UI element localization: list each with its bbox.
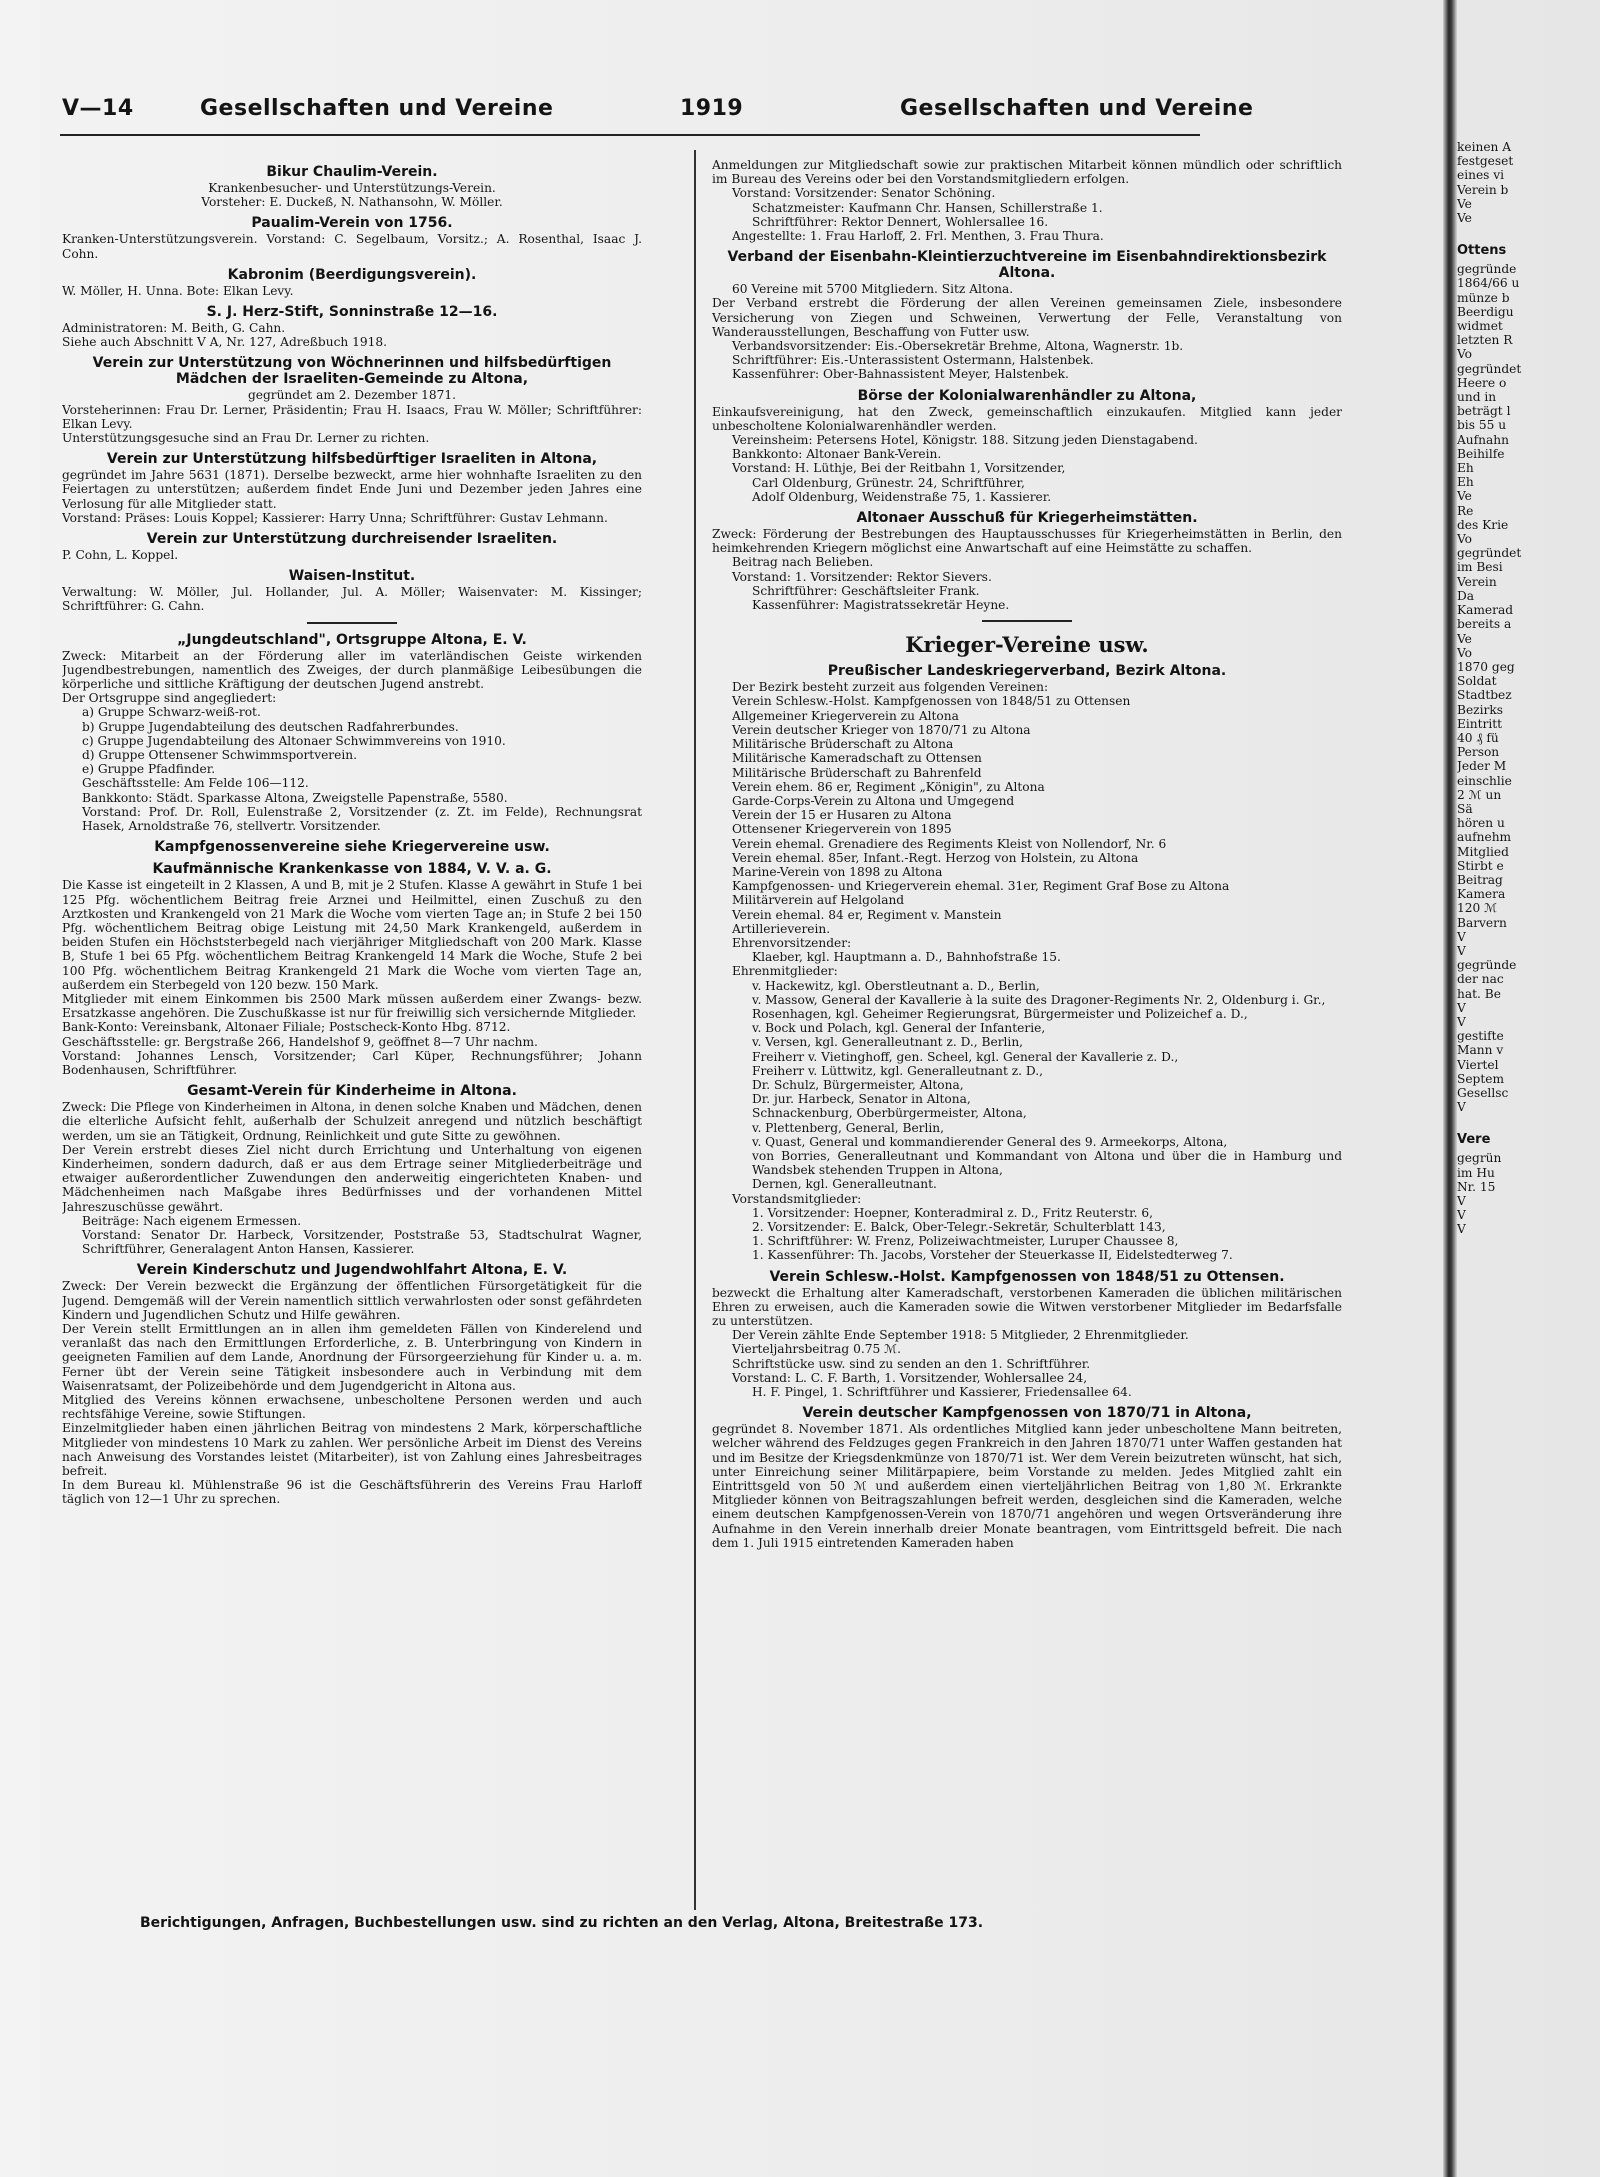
indented-line: Vorstand: Senator Dr. Harbeck, Vorsitzender, Poststraße 53, Stadtschulrat Wagner, Schriftführer, Generalagent Anton Hansen, Kassierer. — [82, 1227, 642, 1257]
paragraph: W. Möller, H. Unna. Bote: Elkan Levy. — [62, 283, 294, 298]
entry-heading: Preußischer Landeskriegerverband, Bezirk Altona. — [827, 663, 1227, 680]
paragraph: Vorstand: Präses: Louis Koppel; Kassierer: Harry Unna; Schriftführer: Gustav Lehmann. — [62, 510, 608, 525]
paragraph: Siehe auch Abschnitt V A, Nr. 127, Adreßbuch 1918. — [62, 335, 388, 350]
fragment-line: letzten R — [1457, 333, 1513, 348]
paragraph: Kranken-Unterstützungsverein. Vorstand: C. Segelbaum, Vorsitz.; A. Rosenthal, Isaac J. Cohn. — [62, 232, 642, 261]
paragraph: Administratoren: M. Beith, G. Cahn. — [62, 321, 286, 336]
fragment-heading: Ottens — [1457, 243, 1507, 259]
paragraph: Der Ortsgruppe sind angegliedert: — [62, 691, 277, 706]
fragment-line: bis 55 u — [1457, 418, 1507, 433]
fragment-line: Stirbt e — [1457, 858, 1504, 873]
indented-line: Bankkonto: Städt. Sparkasse Altona, Zweigstelle Papenstraße, 5580. — [82, 790, 508, 805]
fragment-line: im Besi — [1457, 560, 1503, 575]
entry-heading: Altonaer Ausschuß für Kriegerheimstätten. — [856, 510, 1198, 527]
fragment-line: aufnehm — [1457, 830, 1512, 845]
indented-line: v. Versen, kgl. Generalleutnant z. D., Berlin, — [752, 1035, 1024, 1050]
indented-line: Militärische Kameradschaft zu Ottensen — [732, 751, 982, 766]
paragraph: Vorstand: Johannes Lensch, Vorsitzender; Carl Küper, Rechnungsführer; Johann Bodenhausen, Schriftführer. — [62, 1048, 642, 1077]
indented-line: Freiherr v. Lüttwitz, kgl. Generalleutnant z. D., — [752, 1063, 1043, 1078]
entry-heading: „Jungdeutschland", Ortsgruppe Altona, E. V. — [177, 631, 527, 648]
section-separator — [982, 620, 1072, 622]
indented-line: Marine-Verein von 1898 zu Altona — [732, 864, 943, 879]
fragment-line: gegründe — [1457, 262, 1517, 277]
fragment-line: und in — [1457, 390, 1497, 405]
fragment-line: widmet — [1457, 319, 1503, 334]
indented-line: Schnackenburg, Oberbürgermeister, Altona, — [752, 1106, 1027, 1121]
paragraph: Die Kasse ist eingeteilt in 2 Klassen, A und B, mit je 2 Stufen. Klasse A gewährt in Stufe 1 bei 125 Pfg. wöchentlichem Beitrag freie Arznei und Heilmittel, einen Zuschuß zu den Arztkosten und Krankengeld von 21 Mark die Woche vom vierten Tage an; in Stufe 2 bei 150 Pfg. wöchentlichem Beitrag obige Leistung mit 24,50 Mark Krankengeld, außerdem in beiden Stufen ein Höchststerbegeld nach vierjähriger Mitgliedschaft von 200 Mark. Klasse B, Stufe 1 bei 65 Pfg. wöchentlichem Beitrag Krankengeld 14 Mark die Woche, Stufe 2 bei 100 Pfg. wöchentlichem Beitrag Krankengeld 21 Mark die Woche vom vierten Tage an, außerdem ein Sterbegeld von 120 bezw. 150 Mark. — [62, 878, 642, 992]
indented-line: 60 Vereine mit 5700 Mitgliedern. Sitz Altona. — [732, 282, 1014, 297]
fragment-line: 1864/66 u — [1457, 276, 1520, 291]
entry-heading: Verein Kinderschutz und Jugendwohlfahrt Altona, E. V. — [136, 1262, 568, 1279]
paragraph: Mitglied des Vereins können erwachsene, unbescholtene Personen werden und auch rechtsfähige Vereine, sowie Stiftungen. — [62, 1393, 642, 1422]
indented-line: Kassenführer: Magistratssekretär Heyne. — [752, 598, 1010, 613]
indented-line: Verbandsvorsitzender: Eis.-Obersekretär Brehme, Altona, Wagnerstr. 1b. — [732, 339, 1184, 354]
indented-line: d) Gruppe Ottensener Schwimmsportverein. — [82, 748, 357, 763]
indented-line: Verein ehemal. 84 er, Regiment v. Manstein — [732, 907, 1002, 922]
indented-line: Schriftstücke usw. sind zu senden an den 1. Schriftführer. — [732, 1356, 1091, 1371]
indented-line: Verein ehemal. 85er, Infant.-Regt. Herzog von Holstein, zu Altona — [732, 850, 1139, 865]
indented-line: Dr. jur. Harbeck, Senator in Altona, — [752, 1092, 971, 1107]
paragraph: gegründet im Jahre 5631 (1871). Derselbe bezweckt, arme hier wohnhafte Israeliten zu den Feiertagen zu unterstützen; außerdem findet Ende Juni und Dezember jeden Jahres eine Verlosung für alle Mitglieder statt. — [62, 468, 642, 511]
paragraph: P. Cohn, L. Koppel. — [62, 548, 179, 563]
paragraph: Zweck: Förderung der Bestrebungen des Hauptausschusses für Kriegerheimstätten in Berlin, den heimkehrenden Kriegern möglichst eine Anwartschaft auf eine Heimstätte zu schaffen. — [712, 527, 1342, 556]
entry-heading: Kaufmännische Krankenkasse von 1884, V. V. a. G. — [152, 861, 552, 878]
fragment-line: Ve — [1457, 196, 1472, 211]
entry-heading: Verein zur Unterstützung von Wöchnerinnen und hilfsbedürftigen Mädchen der Israeliten-Gemeinde zu Altona, — [92, 355, 612, 388]
left-column — [62, 158, 642, 1898]
page-number: V—14 — [62, 96, 134, 121]
paragraph: Der Verein erstrebt dieses Ziel nicht durch Errichtung und Unterhaltung von eigenen Kinderheimen, sondern dadurch, daß er aus dem Ertrage seiner Mitgliederbeiträge und etwaiger außerordentlicher Zuwendungen den anderweitig eingerichteten Knaben- und Mädchenheimen nach Maßgabe ihres Bedürfnisses und der vorhandenen Mittel Jahreszuschüsse gewährt. — [62, 1142, 642, 1214]
paragraph: Einkaufsvereinigung, hat den Zweck, gemeinschaftlich einzukaufen. Mitglied kann jeder unbescholtene Kolonialwarenhändler werden. — [712, 404, 1342, 433]
indented-line: Vierteljahrsbeitrag 0.75 ℳ. — [732, 1342, 902, 1357]
fragment-line: gegrün — [1457, 1151, 1502, 1166]
paragraph: Der Verband erstrebt die Förderung der allen Vereinen gemeinsamen Ziele, insbesondere Versicherung von Ziegen und Schweinen, Verwertung der Felle, Veranstaltung von Wanderausstellungen, Beschaffung von Futter usw. — [712, 296, 1342, 339]
indented-line: Der Bezirk besteht zurzeit aus folgenden Vereinen: — [732, 680, 1049, 695]
indented-line: Dernen, kgl. Generalleutnant. — [752, 1177, 937, 1192]
entry-heading: Kampfgenossenvereine siehe Kriegervereine usw. — [154, 839, 550, 856]
fragment-line: gegründet — [1457, 546, 1522, 561]
entry-heading: Gesamt-Verein für Kinderheime in Altona. — [187, 1083, 517, 1100]
fragment-line: Person — [1457, 745, 1500, 760]
indented-line: Carl Oldenburg, Grünestr. 24, Schriftführer, — [752, 475, 1025, 490]
fragment-line: V — [1457, 1194, 1466, 1209]
fragment-line: V — [1457, 1000, 1466, 1015]
indented-line: Verein ehemal. Grenadiere des Regiments Kleist von Nollendorf, Nr. 6 — [732, 836, 1167, 851]
paragraph: Zweck: Mitarbeit an der Förderung aller im vaterländischen Geiste wirkenden Jugendbestrebungen, namentlich des Zweiges, der durch planmäßige Leibesübungen die körperliche und sittliche Kräftigung der deutschen Jugend anstrebt. — [62, 648, 642, 692]
paragraph: Mitglieder mit einem Einkommen bis 2500 Mark müssen außerdem einer Zwangs- bezw. Ersatzkasse angehören. Die Zuschußkasse ist nur für freiwillig sich versichernde Mitglieder. — [62, 991, 642, 1021]
indented-line: Garde-Corps-Verein zu Altona und Umgegend — [732, 793, 1015, 808]
indented-line: Schatzmeister: Kaufmann Chr. Hansen, Schillerstraße 1. — [752, 200, 1103, 215]
indented-line: Adolf Oldenburg, Weidenstraße 75, 1. Kassierer. — [752, 489, 1052, 504]
indented-line: Kampfgenossen- und Kriegerverein ehemal. 31er, Regiment Graf Bose zu Altona — [732, 879, 1230, 894]
indented-line: Der Verein zählte Ende September 1918: 5 Mitglieder, 2 Ehrenmitglieder. — [732, 1328, 1189, 1343]
indented-line: Dr. Schulz, Bürgermeister, Altona, — [752, 1077, 964, 1092]
indented-line: Verein ehem. 86 er, Regiment „Königin", zu Altona — [732, 779, 1045, 794]
fragment-line: einschlie — [1457, 773, 1512, 788]
indented-line: Artillerieverein. — [732, 921, 831, 936]
indented-line: Beitrag nach Belieben. — [732, 555, 874, 570]
indented-line: Vorstand: Vorsitzender: Senator Schöning. — [732, 186, 996, 201]
paragraph: Bank-Konto: Vereinsbank, Altonaer Filiale; Postscheck-Konto Hbg. 8712. — [62, 1020, 511, 1035]
fragment-line: der nac — [1457, 972, 1504, 987]
fragment-line: festgeset — [1457, 154, 1514, 169]
indented-line: Militärische Brüderschaft zu Bahrenfeld — [732, 765, 982, 780]
indented-line: Vereinsheim: Petersens Hotel, Königstr. 188. Sitzung jeden Dienstagabend. — [732, 433, 1198, 448]
indented-line: Ottensener Kriegerverein von 1895 — [732, 822, 952, 837]
fragment-line: beträgt l — [1457, 404, 1511, 419]
indented-line: von Borries, Generalleutnant und Kommandant von Altona und über die in Hamburg und Wandsbek stehenden Truppen in Altona, — [752, 1148, 1342, 1178]
fragment-line: Mitglied — [1457, 844, 1509, 859]
paragraph: Verwaltung: W. Möller, Jul. Hollander, Jul. A. Möller; Waisenvater: M. Kissinger; Schriftführer: G. Cahn. — [62, 585, 642, 614]
paragraph: Der Verein stellt Ermittlungen an in allen ihm gemeldeten Fällen von Kinderelend und veranlaßt das nach den Ermittlungen Erforderliche, z. B. Unterbringung von Kindern in geeigneten Familien auf dem Lande, Anordnung der Fürsorgeerziehung für Kinder u. a. m. Ferner übt der Verein seine Tätigkeit insbesondere auch in Verbindung mit dem Waisenratsamt, der Polizeibehörde und dem Jugendgericht in Altona aus. — [62, 1321, 642, 1393]
indented-line: Schriftführer: Rektor Dennert, Wohlersallee 16. — [752, 214, 1049, 229]
indented-line: v. Quast, General und kommandierender General des 9. Armeekorps, Altona, — [752, 1134, 1228, 1149]
indented-line: v. Bock und Polach, kgl. General der Infanterie, — [752, 1021, 1046, 1036]
indented-line: Verein Schlesw.-Holst. Kampfgenossen von 1848/51 zu Ottensen — [732, 694, 1131, 709]
fragment-line: Beerdigu — [1457, 304, 1514, 319]
fragment-line: Eh — [1457, 461, 1474, 476]
indented-line: Beiträge: Nach eigenem Ermessen. — [82, 1213, 302, 1228]
fragment-line: V — [1457, 929, 1466, 944]
indented-line: Militärverein auf Helgoland — [732, 893, 905, 908]
entry-heading: Paualim-Verein von 1756. — [251, 215, 453, 232]
paragraph: Zweck: Die Pflege von Kinderheimen in Altona, in denen solche Knaben und Mädchen, denen die elterliche Aufsicht fehlt, außerhalb der Schulzeit anregend und nützlich beschäftigt werden, um sie an Tätigkeit, Ordnung, Reinlichkeit und gute Sitte zu gewöhnen. — [62, 1100, 642, 1143]
page-fold-shadow — [1443, 0, 1457, 2177]
fragment-line: gegründe — [1457, 958, 1517, 973]
centered-line: gegründet am 2. Dezember 1871. — [247, 388, 457, 403]
indented-line: Klaeber, kgl. Hauptmann a. D., Bahnhofstraße 15. — [752, 950, 1061, 965]
footer-note: Berichtigungen, Anfragen, Buchbestellungen usw. sind zu richten an den Verlag, Altona, Breitestraße 173. — [140, 1915, 984, 1931]
fragment-line: Vo — [1457, 645, 1473, 660]
indented-line: Vorstand: Prof. Dr. Roll, Eulenstraße 2, Vorsitzender (z. Zt. im Felde), Rechnungsrat Hasek, Arnoldstraße 76, stellvertr. Vorsitzender. — [82, 804, 642, 834]
fragment-line: gestifte — [1457, 1029, 1504, 1044]
fragment-line: Kamerad — [1457, 603, 1514, 618]
header-left-title: Gesellschaften und Vereine — [200, 96, 554, 121]
indented-line: Bankkonto: Altonaer Bank-Verein. — [732, 447, 942, 462]
fragment-line: Bezirks — [1457, 702, 1503, 717]
indented-line: Militärische Brüderschaft zu Altona — [732, 737, 954, 752]
entry-heading: Verein zur Unterstützung hilfsbedürftiger Israeliten in Altona, — [106, 451, 598, 468]
fragment-line: Barvern — [1457, 915, 1507, 930]
indented-line: Angestellte: 1. Frau Harloff, 2. Frl. Menthen, 3. Frau Thura. — [732, 229, 1104, 244]
indented-line: v. Plettenberg, General, Berlin, — [752, 1120, 945, 1135]
entry-heading: Verein Schlesw.-Holst. Kampfgenossen von 1848/51 zu Ottensen. — [769, 1268, 1285, 1285]
fragment-line: Septem — [1457, 1071, 1505, 1086]
entry-heading: Bikur Chaulim-Verein. — [266, 164, 438, 180]
section-heading: Krieger-Vereine usw. — [905, 632, 1149, 658]
fragment-line: Jeder M — [1457, 759, 1507, 774]
fragment-line: Eh — [1457, 475, 1474, 490]
indented-line: Geschäftsstelle: Am Felde 106—112. — [82, 776, 309, 791]
fragment-line: münze b — [1457, 290, 1510, 305]
fragment-line: Ve — [1457, 211, 1472, 226]
indented-line: Schriftführer: Eis.-Unterassistent Ostermann, Halstenbek. — [732, 353, 1094, 368]
indented-line: e) Gruppe Pfadfinder. — [82, 762, 216, 777]
fragment-line: Verein — [1457, 574, 1497, 589]
fragment-line: V — [1457, 943, 1466, 958]
indented-line: v. Hackewitz, kgl. Oberstleutnant a. D., Berlin, — [752, 978, 1040, 993]
paragraph: Unterstützungsgesuche sind an Frau Dr. Lerner zu richten. — [62, 431, 430, 446]
fragment-heading: Vere — [1457, 1132, 1491, 1148]
entry-heading: Waisen-Institut. — [288, 568, 416, 585]
indented-line: Verein der 15 er Husaren zu Altona — [732, 808, 952, 823]
paragraph: In dem Bureau kl. Mühlenstraße 96 ist die Geschäftsführerin des Vereins Frau Harloff täglich von 12—1 Uhr zu sprechen. — [62, 1478, 642, 1507]
indented-line: 1. Vorsitzender: Hoepner, Konteradmiral z. D., Fritz Reuterstr. 6, — [752, 1205, 1153, 1220]
fragment-line: 1870 geg — [1457, 659, 1515, 674]
entry-heading: S. J. Herz-Stift, Sonninstraße 12—16. — [206, 304, 498, 321]
entry-heading: Kabronim (Beerdigungsverein). — [227, 266, 477, 283]
indented-line: Allgemeiner Kriegerverein zu Altona — [732, 708, 959, 723]
header-rule — [60, 134, 1200, 136]
indented-line: Vorstand: L. C. F. Barth, 1. Vorsitzender, Wohlersallee 24, — [732, 1370, 1088, 1385]
indented-line: Schriftführer: Geschäftsleiter Frank. — [752, 583, 980, 598]
paragraph: Zweck: Der Verein bezweckt die Ergänzung der öffentlichen Fürsorgetätigkeit für die Jugend. Demgemäß will der Verein namentlich sittlich verwahrlosten oder sonst gefährdeten Kindern und Jugendlichen Schutz und Hilfe gewähren. — [62, 1279, 642, 1322]
fragment-line: Vo — [1457, 532, 1473, 547]
fragment-line: V — [1457, 1208, 1466, 1223]
fragment-line: 120 ℳ — [1457, 901, 1498, 916]
indented-line: Ehrenvorsitzender: — [732, 935, 852, 950]
fragment-line: Stadtbez — [1457, 688, 1512, 703]
paragraph: bezweckt die Erhaltung alter Kameradschaft, verstorbenen Kameraden die üblichen militärischen Ehren zu erweisen, auch die Kameraden sowie die Witwen verstorbener Mitglieder im Bedarfsfalle zu unterstützen. — [712, 1285, 1342, 1329]
fragment-line: hören u — [1457, 816, 1505, 831]
indented-line: H. F. Pingel, 1. Schriftführer und Kassierer, Friedensallee 64. — [752, 1385, 1132, 1400]
paragraph: Vorsteherinnen: Frau Dr. Lerner, Präsidentin; Frau H. Isaacs, Frau W. Möller; Schriftführer: Elkan Levy. — [62, 402, 642, 431]
indented-line: Vorstand: H. Lüthje, Bei der Reitbahn 1, Vorsitzender, — [732, 461, 1066, 476]
indented-line: c) Gruppe Jugendabteilung des Altonaer Schwimmvereins von 1910. — [82, 733, 506, 748]
paragraph: Einzelmitglieder haben einen jährlichen Beitrag von mindestens 2 Mark, körperschaftliche Mitglieder von mindestens 10 Mark zu zahlen. Wer persönliche Arbeit im Dienst des Vereins nach Anweisung des Vorstandes leistet (Mitarbeiter), ist von Zahlung eines Jahresbeitrages befreit. — [62, 1421, 642, 1479]
fragment-line: Gesellsc — [1457, 1086, 1509, 1100]
entry-heading: Verband der Eisenbahn-Kleintierzuchtvereine im Eisenbahndirektionsbezirk Altona. — [727, 249, 1327, 282]
entry-heading: Börse der Kolonialwarenhändler zu Altona, — [857, 387, 1197, 404]
indented-line: 1. Schriftführer: W. Frenz, Polizeiwachtmeister, Luruper Chaussee 8, — [752, 1234, 1179, 1249]
centered-line: Vorsteher: E. Duckeß, N. Nathansohn, W. Möller. — [201, 195, 503, 210]
fragment-line: Viertel — [1457, 1057, 1499, 1072]
indented-line: Verein deutscher Krieger von 1870/71 zu Altona — [732, 722, 1031, 737]
fragment-line: Heere o — [1457, 375, 1507, 390]
paragraph: Geschäftsstelle: gr. Bergstraße 266, Handelshof 9, geöffnet 8—7 Uhr nachm. — [62, 1034, 538, 1049]
fragment-line: Ve — [1457, 489, 1472, 504]
indented-line: b) Gruppe Jugendabteilung des deutschen Radfahrerbundes. — [82, 719, 459, 734]
fragment-line: gegründet — [1457, 361, 1522, 376]
fragment-line: des Krie — [1457, 517, 1509, 532]
fragment-line: Vo — [1457, 347, 1473, 362]
fragment-line: Kamera — [1457, 887, 1506, 902]
indented-line: 1. Kassenführer: Th. Jacobs, Vorsteher der Steuerkasse II, Eidelstedterweg 7. — [752, 1248, 1233, 1263]
right-column — [712, 158, 1342, 1898]
fragment-line: V — [1457, 1222, 1466, 1237]
paragraph: gegründet 8. November 1871. Als ordentliches Mitglied kann jeder unbescholtene Mann beitreten, welcher während des Feldzuges gegen Frankreich in den Jahren 1870/71 unter Waffen gestanden hat und im Besitze der Kriegsdenkmünze von 1870/71 ist. Wer dem Verein beizutreten wünscht, hat sich, unter Einreichung seiner Militärpapiere, beim Vorstande zu melden. Jedes Mitglied zahlt ein Eintrittsgeld von 50 ℳ und außerdem einen vierteljährlichen Beitrag von 1,80 ℳ. Erkrankte Mitglieder können von Beitragszahlungen befreit werden, desgleichen sind die Kameraden, welche einem deutschen Kampfgenossen-Verein von 1870/71 angehören und wegen Ortsveränderung ihre Aufnahme in den Verein innerhalb dreier Monate beantragen, vom Eintrittsgeld befreit. Die nach dem 1. Juli 1915 eintretenden Kameraden haben — [712, 1422, 1342, 1550]
fragment-line: Mann v — [1457, 1043, 1504, 1058]
fragment-line: Nr. 15 — [1457, 1179, 1496, 1194]
section-separator — [307, 622, 397, 624]
fragment-line: Beitrag — [1457, 872, 1503, 887]
indented-line: Vorstandsmitglieder: — [732, 1191, 862, 1206]
fragment-line: V — [1457, 1014, 1466, 1029]
indented-line: a) Gruppe Schwarz-weiß-rot. — [82, 705, 261, 720]
indented-line: Freiherr v. Vietinghoff, gen. Scheel, kgl. General der Kavallerie z. D., — [752, 1049, 1179, 1064]
fragment-line: Verein b — [1457, 182, 1509, 197]
indented-line: Rosenhagen, kgl. Geheimer Regierungsrat, Bürgermeister und Polizeichef a. D., — [752, 1006, 1248, 1021]
fragment-line: Eintritt — [1457, 716, 1503, 731]
entry-heading: Verein deutscher Kampfgenossen von 1870/71 in Altona, — [802, 1405, 1252, 1422]
fragment-line: eines vi — [1457, 168, 1505, 183]
centered-line: Krankenbesucher- und Unterstützungs-Verein. — [208, 181, 496, 195]
fragment-line: 2 ℳ un — [1457, 787, 1502, 802]
indented-line: Ehrenmitglieder: — [732, 964, 838, 979]
fragment-line: bereits a — [1457, 617, 1512, 632]
header-right-title: Gesellschaften und Vereine — [900, 96, 1254, 121]
paragraph: Anmeldungen zur Mitgliedschaft sowie zur praktischen Mitarbeit können mündlich oder schriftlich im Bureau des Vereins oder bei den Vorstandsmitgliedern erfolgen. — [712, 158, 1342, 187]
fragment-line: hat. Be — [1457, 986, 1501, 1001]
fragment-line: Aufnahn — [1457, 432, 1509, 447]
indented-line: 2. Vorsitzender: E. Balck, Ober-Telegr.-Sekretär, Schulterblatt 143, — [752, 1220, 1166, 1234]
fragment-line: Soldat — [1457, 674, 1497, 689]
indented-line: Kassenführer: Ober-Bahnassistent Meyer, Halstenbek. — [732, 367, 1069, 382]
entry-heading: Verein zur Unterstützung durchreisender Israeliten. — [146, 531, 558, 548]
fragment-line: 40 ₰ fü — [1457, 730, 1499, 745]
fragment-line: V — [1457, 1100, 1466, 1115]
fragment-line: keinen A — [1457, 140, 1512, 154]
fragment-line: im Hu — [1457, 1165, 1495, 1180]
fragment-line: Sä — [1457, 801, 1473, 816]
column-divider — [694, 150, 696, 1910]
fragment-line: Re — [1457, 503, 1474, 518]
indented-line: v. Massow, General der Kavallerie à la suite des Dragoner-Regiments Nr. 2, Oldenburg i. Gr., — [752, 992, 1326, 1007]
fragment-line: Beihilfe — [1457, 446, 1505, 461]
fragment-line: Da — [1457, 588, 1475, 603]
next-page-fragment — [1457, 140, 1600, 2000]
header-year: 1919 — [680, 96, 744, 121]
fragment-line: Ve — [1457, 631, 1472, 646]
indented-line: Vorstand: 1. Vorsitzender: Rektor Sievers. — [732, 569, 992, 584]
